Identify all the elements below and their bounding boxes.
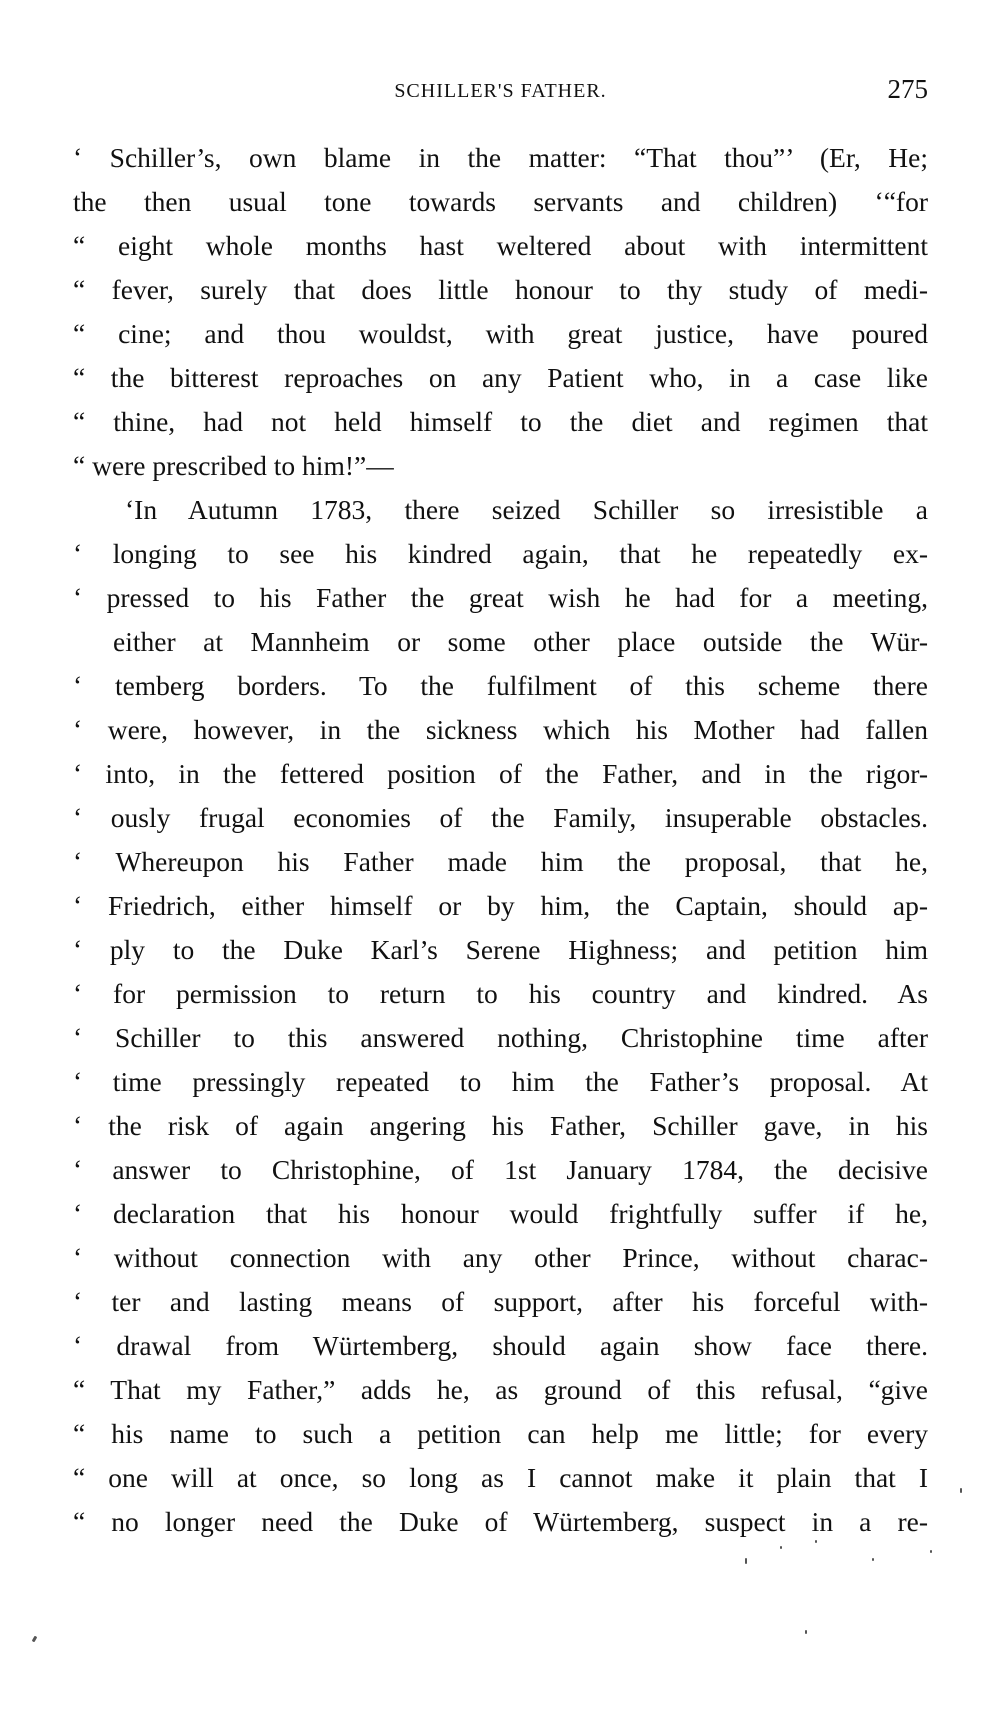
text-line: ‘ for permission to return to his country and kindred. As [73, 978, 928, 1009]
text-line: “ That my Father,” adds he, as ground of this refusal, “give [73, 1374, 928, 1405]
text-line: ‘ Friedrich, either himself or by him, the Captain, should ap- [73, 890, 928, 921]
text-line: ‘ declaration that his honour would frightfully suffer if he, [73, 1198, 928, 1229]
body-text [73, 136, 928, 1544]
text-line: ‘ without connection with any other Prince, without charac- [73, 1242, 928, 1273]
scan-speck [805, 1630, 807, 1634]
running-title: SCHILLER'S FATHER. [394, 80, 607, 102]
text-line: “ cine; and thou wouldst, with great justice, have poured [73, 318, 928, 349]
text-line: ‘ ter and lasting means of support, after his forceful with- [73, 1286, 928, 1317]
scan-speck [930, 1550, 932, 1553]
paragraph-first-line: ‘In Autumn 1783, there seized Schiller so irresistible a [125, 494, 928, 525]
text-line: ‘ longing to see his kindred again, that he repeatedly ex- [73, 538, 928, 569]
text-line: ‘ the risk of again angering his Father, Schiller gave, in his [73, 1110, 928, 1141]
text-line: ‘ Whereupon his Father made him the proposal, that he, [73, 846, 928, 877]
text-line: ‘ drawal from Würtemberg, should again show face there. [73, 1330, 928, 1361]
text-line: “ his name to such a petition can help me little; for every [73, 1418, 928, 1449]
text-line: “ eight whole months hast weltered about with intermittent [73, 230, 928, 261]
text-line: ‘ temberg borders. To the fulfilment of this scheme there [73, 670, 928, 701]
text-line: ‘ pressed to his Father the great wish he had for a meeting, [73, 582, 928, 613]
page-number: 275 [887, 74, 928, 104]
text-line: ‘ Schiller to this answered nothing, Christophine time after [73, 1022, 928, 1053]
running-head [73, 74, 928, 108]
text-line: ‘ Schiller’s, own blame in the matter: “That thou”’ (Er, He; [73, 142, 928, 173]
text-line: the then usual tone towards servants and children) ‘“for [73, 186, 928, 217]
scan-speck [745, 1558, 747, 1564]
scan-speck [872, 1558, 874, 1561]
text-line: “ thine, had not held himself to the diet and regimen that [73, 406, 928, 437]
text-line: “ fever, surely that does little honour to thy study of medi- [73, 274, 928, 305]
text-line: ‘ time pressingly repeated to him the Father’s proposal. At [73, 1066, 928, 1097]
text-line: ‘ ply to the Duke Karl’s Serene Highness; and petition him [73, 934, 928, 965]
text-line: “ no longer need the Duke of Würtemberg, suspect in a re- [73, 1506, 928, 1537]
scan-speck [960, 1488, 962, 1493]
scan-speck [32, 1636, 38, 1643]
text-line: ‘ answer to Christophine, of 1st January 1784, the decisive [73, 1154, 928, 1185]
text-line: ‘ were, however, in the sickness which his Mother had fallen [73, 714, 928, 745]
text-line: “ were prescribed to him!”— [73, 450, 394, 481]
text-line: ‘ ously frugal economies of the Family, insuperable obstacles. [73, 802, 928, 833]
text-line: “ one will at once, so long as I cannot make it plain that I [73, 1462, 928, 1493]
text-line: “ the bitterest reproaches on any Patient who, in a case like [73, 362, 928, 393]
scan-speck [780, 1546, 782, 1549]
text-line: ‘ into, in the fettered position of the Father, and in the rigor- [73, 758, 928, 789]
text-line: either at Mannheim or some other place outside the Wür- [113, 626, 928, 657]
scan-speck [815, 1540, 817, 1543]
